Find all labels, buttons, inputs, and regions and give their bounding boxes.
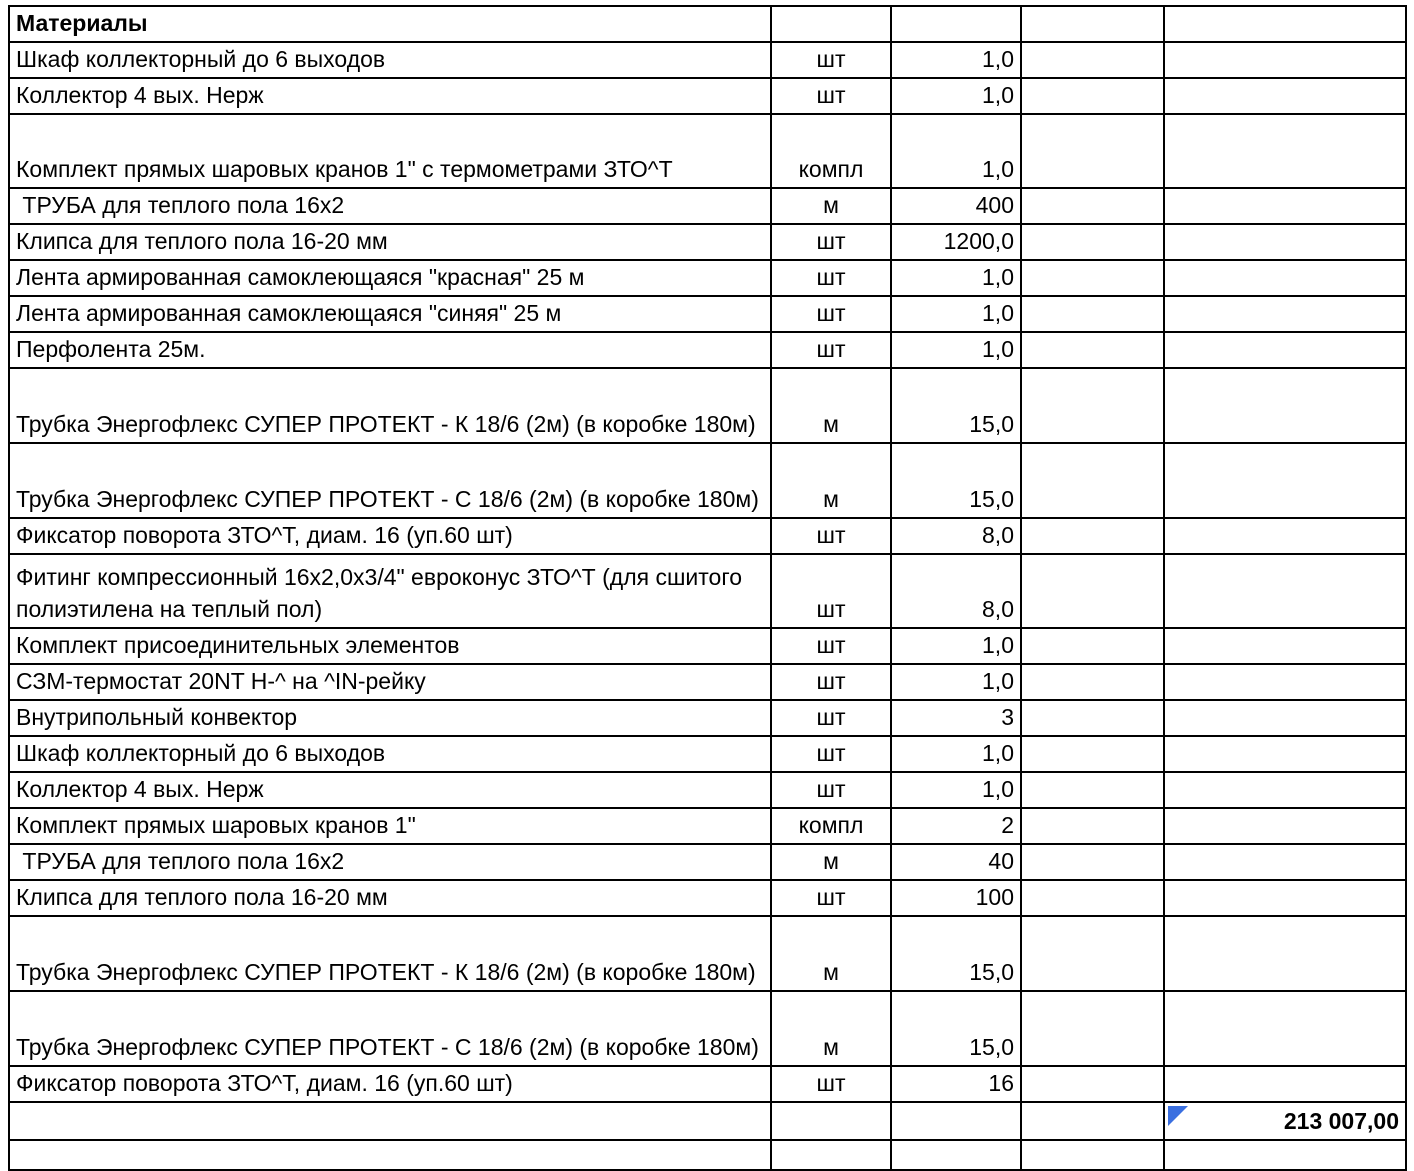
item-qty-cell[interactable]: 15,0 xyxy=(891,368,1021,443)
empty-cell[interactable] xyxy=(1021,6,1164,42)
item-name-cell[interactable]: Фитинг компрессионный 16х2,0х3/4" евроконус ЗТО^Т (для сшитого полиэтилена на теплый пол) xyxy=(9,554,771,628)
table-row xyxy=(9,844,1406,880)
empty-cell[interactable] xyxy=(1164,443,1406,518)
table-row xyxy=(9,260,1406,296)
item-name-cell[interactable]: СЗМ-термостат 20NT Н-^ на ^IN-рейку xyxy=(9,664,771,700)
empty-cell[interactable] xyxy=(1164,628,1406,664)
empty-cell[interactable] xyxy=(1164,880,1406,916)
item-qty-cell[interactable]: 1,0 xyxy=(891,772,1021,808)
table-row xyxy=(9,628,1406,664)
empty-cell[interactable] xyxy=(1021,628,1164,664)
item-unit-cell[interactable]: м xyxy=(771,844,891,880)
table-row xyxy=(9,880,1406,916)
empty-cell[interactable] xyxy=(1021,916,1164,991)
empty-cell[interactable] xyxy=(1021,736,1164,772)
empty-cell[interactable] xyxy=(1164,700,1406,736)
empty-cell[interactable] xyxy=(1164,224,1406,260)
empty-cell[interactable] xyxy=(9,1102,771,1140)
empty-cell[interactable] xyxy=(1164,844,1406,880)
item-unit-cell[interactable]: шт xyxy=(771,224,891,260)
empty-cell[interactable] xyxy=(1021,188,1164,224)
empty-cell[interactable] xyxy=(1164,518,1406,554)
empty-cell[interactable] xyxy=(1164,368,1406,443)
item-name-cell[interactable]: Лента армированная самоклеющаяся "красная" 25 м xyxy=(9,260,771,296)
table-row xyxy=(9,224,1406,260)
item-unit-cell[interactable]: шт xyxy=(771,42,891,78)
table-row xyxy=(9,664,1406,700)
table-row xyxy=(9,1066,1406,1102)
empty-cell[interactable] xyxy=(1164,808,1406,844)
empty-cell[interactable] xyxy=(1164,188,1406,224)
empty-cell[interactable] xyxy=(1164,736,1406,772)
item-unit-cell[interactable]: м xyxy=(771,991,891,1066)
item-unit-cell[interactable]: шт xyxy=(771,700,891,736)
item-unit-cell[interactable]: шт xyxy=(771,880,891,916)
empty-cell[interactable] xyxy=(1164,772,1406,808)
item-qty-cell[interactable]: 8,0 xyxy=(891,554,1021,628)
empty-cell[interactable] xyxy=(1021,664,1164,700)
total-row xyxy=(9,1102,1406,1140)
table-row xyxy=(9,736,1406,772)
item-unit-cell[interactable]: шт xyxy=(771,332,891,368)
item-qty-cell[interactable]: 15,0 xyxy=(891,443,1021,518)
empty-cell[interactable] xyxy=(1021,1102,1164,1140)
materials-table xyxy=(8,5,1407,1171)
item-name-cell[interactable]: Трубка Энергофлекс СУПЕР ПРОТЕКТ - К 18/6 (2м) (в коробке 180м) xyxy=(9,916,771,991)
empty-cell[interactable] xyxy=(1021,518,1164,554)
item-unit-cell[interactable]: м xyxy=(771,188,891,224)
empty-cell[interactable] xyxy=(1021,1066,1164,1102)
table-row xyxy=(9,296,1406,332)
item-unit-cell[interactable]: компл xyxy=(771,114,891,188)
item-qty-cell[interactable]: 15,0 xyxy=(891,991,1021,1066)
empty-cell[interactable] xyxy=(891,1140,1021,1170)
item-name-cell[interactable]: Коллектор 4 вых. Нерж xyxy=(9,78,771,114)
empty-cell[interactable] xyxy=(771,1102,891,1140)
item-qty-cell[interactable]: 1,0 xyxy=(891,736,1021,772)
empty-cell[interactable] xyxy=(1164,554,1406,628)
table-row xyxy=(9,991,1406,1066)
item-name-cell[interactable]: Шкаф коллекторный до 6 выходов xyxy=(9,42,771,78)
item-name-cell[interactable]: Шкаф коллекторный до 6 выходов xyxy=(9,736,771,772)
empty-cell[interactable] xyxy=(1021,554,1164,628)
table-row xyxy=(9,114,1406,188)
table-row xyxy=(9,42,1406,78)
empty-cell[interactable] xyxy=(1021,880,1164,916)
item-qty-cell[interactable]: 2 xyxy=(891,808,1021,844)
item-name-cell[interactable]: Фиксатор поворота ЗТО^Т, диам. 16 (уп.60 шт) xyxy=(9,518,771,554)
empty-cell[interactable] xyxy=(1164,260,1406,296)
item-name-cell[interactable]: Клипса для теплого пола 16-20 мм xyxy=(9,224,771,260)
table-row xyxy=(9,916,1406,991)
item-name-cell[interactable]: Комплект прямых шаровых кранов 1" xyxy=(9,808,771,844)
item-qty-cell[interactable]: 400 xyxy=(891,188,1021,224)
total-value: 213 007,00 xyxy=(1283,1108,1399,1134)
empty-cell[interactable] xyxy=(891,1102,1021,1140)
empty-cell[interactable] xyxy=(1021,260,1164,296)
section-title-cell[interactable]: Материалы xyxy=(9,6,771,42)
item-unit-cell[interactable]: м xyxy=(771,368,891,443)
item-unit-cell[interactable]: шт xyxy=(771,628,891,664)
item-qty-cell[interactable]: 8,0 xyxy=(891,518,1021,554)
empty-cell[interactable] xyxy=(1164,6,1406,42)
table-row xyxy=(9,518,1406,554)
table-row xyxy=(9,443,1406,518)
empty-cell[interactable] xyxy=(1164,1066,1406,1102)
empty-cell[interactable] xyxy=(771,6,891,42)
item-unit-cell[interactable]: шт xyxy=(771,554,891,628)
empty-cell[interactable] xyxy=(1021,114,1164,188)
item-qty-cell[interactable]: 40 xyxy=(891,844,1021,880)
item-unit-cell[interactable]: м xyxy=(771,916,891,991)
empty-cell[interactable] xyxy=(1021,1140,1164,1170)
table-row xyxy=(9,78,1406,114)
table-row xyxy=(9,368,1406,443)
total-cell[interactable] xyxy=(1164,1102,1406,1140)
empty-cell[interactable] xyxy=(1021,991,1164,1066)
empty-cell[interactable] xyxy=(1164,296,1406,332)
item-name-cell[interactable]: Фиксатор поворота ЗТО^Т, диам. 16 (уп.60 шт) xyxy=(9,1066,771,1102)
empty-cell[interactable] xyxy=(1021,808,1164,844)
table-row xyxy=(9,332,1406,368)
section-header-row xyxy=(9,6,1406,42)
item-qty-cell[interactable]: 1,0 xyxy=(891,332,1021,368)
item-name-cell[interactable]: Трубка Энергофлекс СУПЕР ПРОТЕКТ - С 18/6 (2м) (в коробке 180м) xyxy=(9,443,771,518)
item-qty-cell[interactable]: 100 xyxy=(891,880,1021,916)
empty-cell[interactable] xyxy=(1021,296,1164,332)
table-row xyxy=(9,554,1406,628)
item-name-cell[interactable]: Перфолента 25м. xyxy=(9,332,771,368)
item-unit-cell[interactable]: шт xyxy=(771,518,891,554)
item-qty-cell[interactable]: 1,0 xyxy=(891,260,1021,296)
table-row xyxy=(9,808,1406,844)
empty-cell[interactable] xyxy=(1164,916,1406,991)
item-unit-cell[interactable]: шт xyxy=(771,772,891,808)
item-unit-cell[interactable]: шт xyxy=(771,78,891,114)
item-qty-cell[interactable]: 1,0 xyxy=(891,78,1021,114)
item-unit-cell[interactable]: шт xyxy=(771,736,891,772)
item-unit-cell[interactable]: шт xyxy=(771,1066,891,1102)
empty-cell[interactable] xyxy=(1164,991,1406,1066)
empty-cell[interactable] xyxy=(1021,443,1164,518)
item-qty-cell[interactable]: 16 xyxy=(891,1066,1021,1102)
empty-cell[interactable] xyxy=(1164,42,1406,78)
item-unit-cell[interactable]: компл xyxy=(771,808,891,844)
table-row xyxy=(9,1140,1406,1170)
empty-cell[interactable] xyxy=(1164,664,1406,700)
item-name-cell[interactable]: Трубка Энергофлекс СУПЕР ПРОТЕКТ - К 18/6 (2м) (в коробке 180м) xyxy=(9,368,771,443)
item-name-cell[interactable]: ТРУБА для теплого пола 16х2 xyxy=(9,844,771,880)
item-unit-cell[interactable]: шт xyxy=(771,260,891,296)
item-qty-cell[interactable]: 1200,0 xyxy=(891,224,1021,260)
empty-cell[interactable] xyxy=(891,6,1021,42)
empty-cell[interactable] xyxy=(1164,114,1406,188)
item-name-cell[interactable]: Лента армированная самоклеющаяся "синяя" 25 м xyxy=(9,296,771,332)
empty-cell[interactable] xyxy=(1021,42,1164,78)
item-qty-cell[interactable]: 1,0 xyxy=(891,628,1021,664)
empty-cell[interactable] xyxy=(1164,78,1406,114)
item-name-cell[interactable]: Клипса для теплого пола 16-20 мм xyxy=(9,880,771,916)
empty-cell[interactable] xyxy=(1021,772,1164,808)
item-qty-cell[interactable]: 1,0 xyxy=(891,42,1021,78)
item-unit-cell[interactable]: м xyxy=(771,443,891,518)
comment-marker-icon[interactable] xyxy=(1168,1106,1188,1126)
empty-cell[interactable] xyxy=(1021,224,1164,260)
empty-cell[interactable] xyxy=(9,1140,771,1170)
empty-cell[interactable] xyxy=(1021,78,1164,114)
item-name-cell[interactable]: Комплект прямых шаровых кранов 1" с термометрами ЗТО^Т xyxy=(9,114,771,188)
item-qty-cell[interactable]: 1,0 xyxy=(891,114,1021,188)
item-qty-cell[interactable]: 1,0 xyxy=(891,296,1021,332)
table-row xyxy=(9,700,1406,736)
empty-cell[interactable] xyxy=(1021,332,1164,368)
table-row xyxy=(9,772,1406,808)
empty-cell[interactable] xyxy=(771,1140,891,1170)
empty-cell[interactable] xyxy=(1021,700,1164,736)
empty-cell[interactable] xyxy=(1164,332,1406,368)
empty-cell[interactable] xyxy=(1021,368,1164,443)
item-qty-cell[interactable]: 1,0 xyxy=(891,664,1021,700)
item-qty-cell[interactable]: 3 xyxy=(891,700,1021,736)
empty-cell[interactable] xyxy=(1021,844,1164,880)
item-name-cell[interactable]: Комплект присоединительных элементов xyxy=(9,628,771,664)
empty-cell[interactable] xyxy=(1164,1140,1406,1170)
item-unit-cell[interactable]: шт xyxy=(771,664,891,700)
item-name-cell[interactable]: Трубка Энергофлекс СУПЕР ПРОТЕКТ - С 18/6 (2м) (в коробке 180м) xyxy=(9,991,771,1066)
table-row xyxy=(9,188,1406,224)
item-name-cell[interactable]: Коллектор 4 вых. Нерж xyxy=(9,772,771,808)
item-name-cell[interactable]: Внутрипольный конвектор xyxy=(9,700,771,736)
item-unit-cell[interactable]: шт xyxy=(771,296,891,332)
item-qty-cell[interactable]: 15,0 xyxy=(891,916,1021,991)
item-name-cell[interactable]: ТРУБА для теплого пола 16х2 xyxy=(9,188,771,224)
